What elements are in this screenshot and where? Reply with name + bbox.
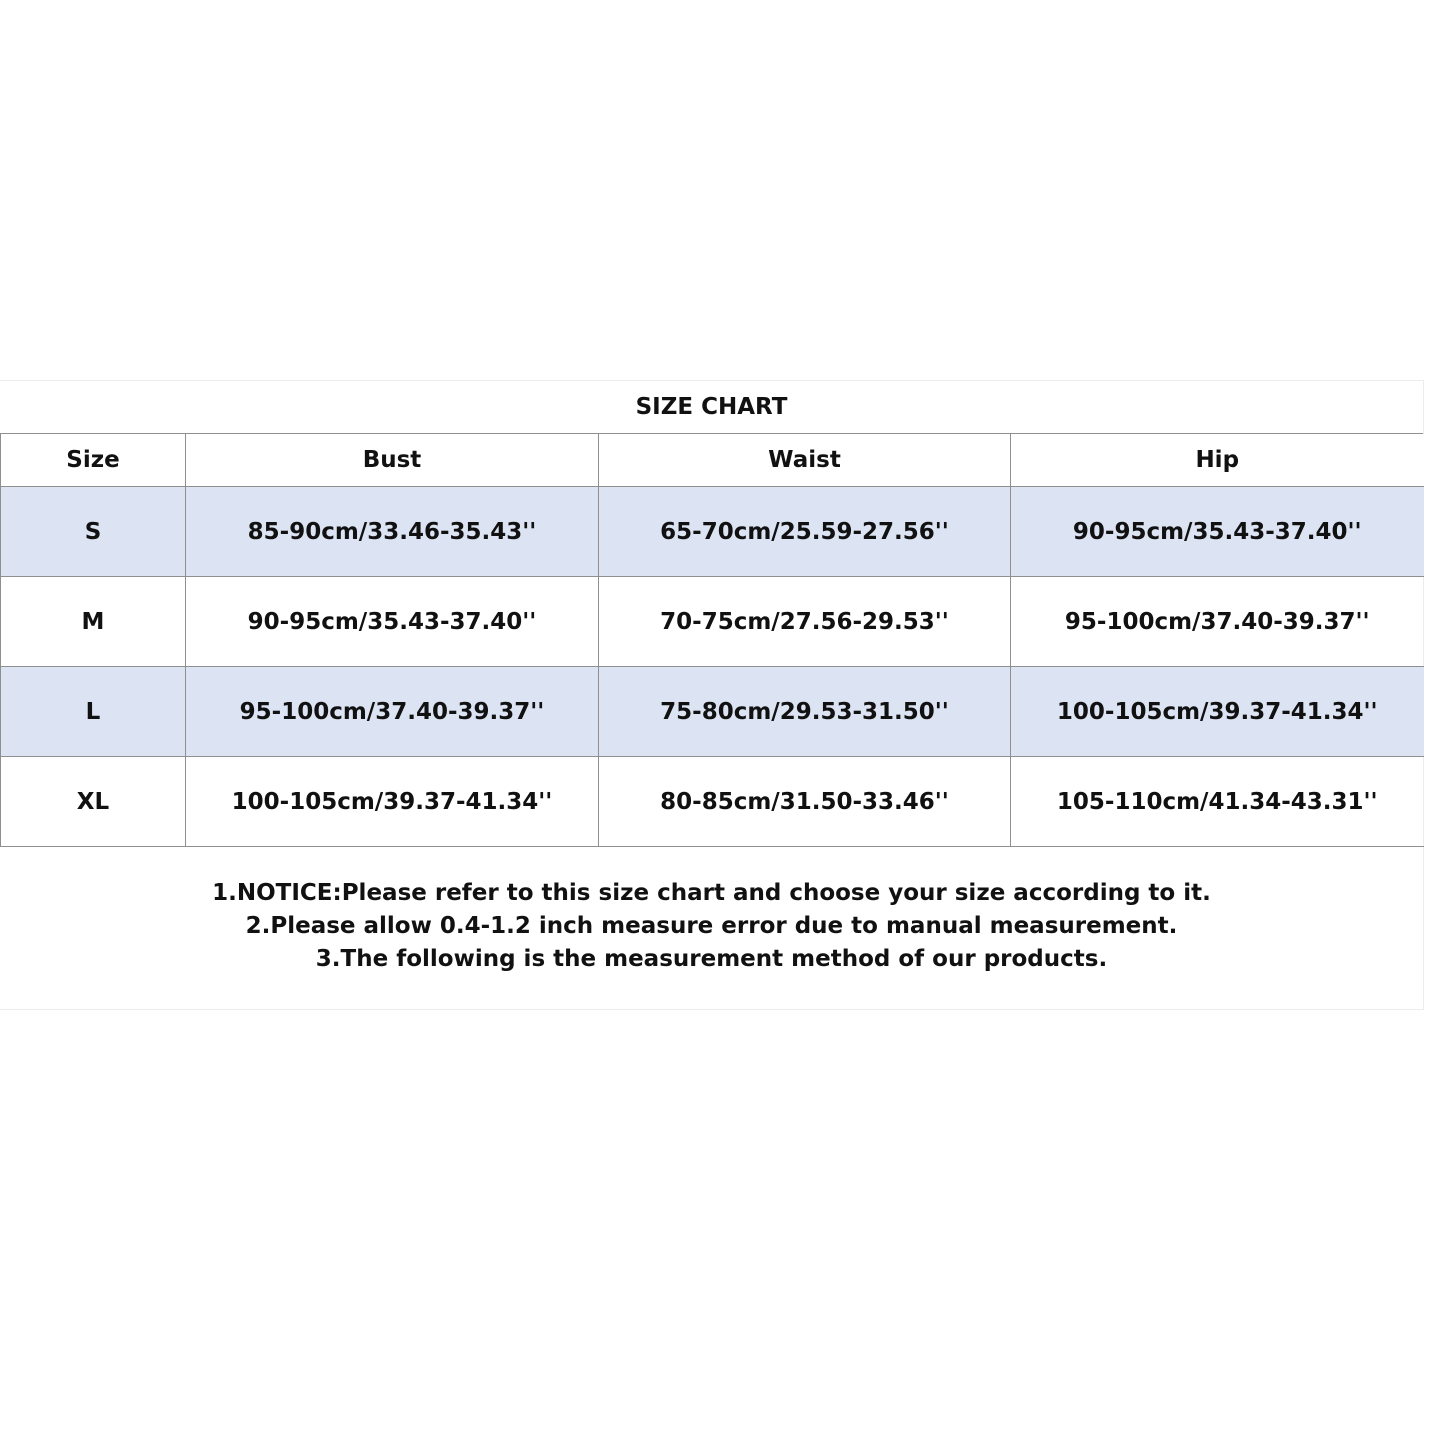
table-row	[1, 577, 1424, 667]
column-header-size: Size	[1, 434, 186, 487]
waist-cell: 80-85cm/31.50-33.46''	[599, 757, 1011, 847]
column-header-hip: Hip	[1011, 434, 1424, 487]
size-chart	[0, 380, 1424, 1010]
note-line: 1.NOTICE:Please refer to this size chart and choose your size according to it.	[212, 880, 1211, 906]
bust-cell: 95-100cm/37.40-39.37''	[186, 667, 599, 757]
size-cell: XL	[1, 757, 186, 847]
table-row	[1, 667, 1424, 757]
bust-cell: 90-95cm/35.43-37.40''	[186, 577, 599, 667]
waist-cell: 75-80cm/29.53-31.50''	[599, 667, 1011, 757]
column-header-bust: Bust	[186, 434, 599, 487]
waist-cell: 70-75cm/27.56-29.53''	[599, 577, 1011, 667]
hip-cell: 100-105cm/39.37-41.34''	[1011, 667, 1424, 757]
hip-cell: 95-100cm/37.40-39.37''	[1011, 577, 1424, 667]
size-table	[0, 434, 1424, 847]
size-cell: S	[1, 487, 186, 577]
table-row	[1, 487, 1424, 577]
note-line: 2.Please allow 0.4-1.2 inch measure error due to manual measurement.	[245, 913, 1178, 939]
hip-cell: 105-110cm/41.34-43.31''	[1011, 757, 1424, 847]
size-cell: L	[1, 667, 186, 757]
notes-section	[0, 847, 1423, 1009]
table-row	[1, 757, 1424, 847]
waist-cell: 65-70cm/25.59-27.56''	[599, 487, 1011, 577]
size-cell: M	[1, 577, 186, 667]
bust-cell: 100-105cm/39.37-41.34''	[186, 757, 599, 847]
column-header-waist: Waist	[599, 434, 1011, 487]
note-line: 3.The following is the measurement method of our products.	[315, 946, 1108, 972]
table-header-row	[1, 434, 1424, 487]
chart-title: SIZE CHART	[0, 381, 1423, 434]
hip-cell: 90-95cm/35.43-37.40''	[1011, 487, 1424, 577]
bust-cell: 85-90cm/33.46-35.43''	[186, 487, 599, 577]
